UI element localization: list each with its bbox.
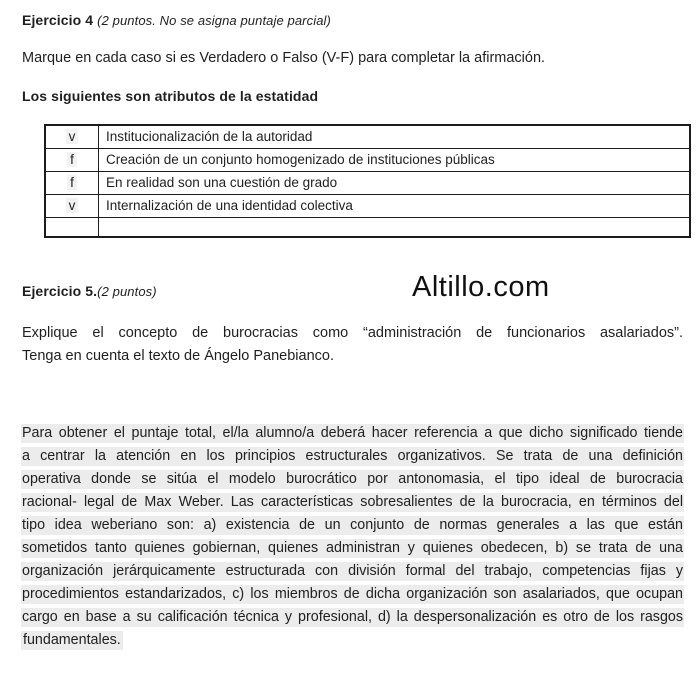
answer-line: sometidos tanto quienes gobiernan, quienes administran y quienes obedecen, b) se trata de una — [22, 540, 683, 556]
answer-line: Para obtener el puntaje total, el/la alumno/a deberá hacer referencia a que dicho significado tiende — [22, 425, 683, 441]
answer-mark-cell — [45, 194, 99, 217]
answer-line: organización jerárquicamente estructurada con división formal del trabajo, competencias fijas y — [22, 563, 683, 579]
table-row — [45, 125, 690, 148]
statement-cell: Internalización de una identidad colectiva — [99, 194, 691, 217]
true-false-table — [44, 124, 691, 238]
answer-mark-cell — [45, 217, 99, 237]
answer-line-last: fundamentales. — [23, 632, 121, 648]
answer-line: racional- legal de Max Weber. Las características sobresalientes de la burocracia, en términos del — [22, 494, 683, 510]
altillo-watermark: Altillo.com — [412, 271, 550, 303]
answer-line: procedimientos estandarizados, c) los miembros de dicha organización son asalariados, que ocupan — [22, 586, 683, 602]
table-row — [45, 194, 690, 217]
answer-mark-cell — [45, 148, 99, 171]
statement-cell: Creación de un conjunto homogenizado de instituciones públicas — [99, 148, 691, 171]
answer-line: tipo idea weberiano son: a) existencia de un conjunto de normas generales a las que están — [22, 517, 683, 533]
exercise4-title: Ejercicio 4 — [22, 12, 98, 28]
statement-cell — [99, 217, 691, 237]
answer-line: operativa donde se sitúa el modelo burocrático por antonomasia, el tipo ideal de burocracia — [22, 471, 683, 487]
answer-mark: v — [66, 198, 79, 213]
exercise4-note: (2 puntos. No se asigna puntaje parcial) — [97, 13, 331, 28]
answer-mark: f — [67, 175, 77, 190]
statement-cell: Institucionalización de la autoridad — [99, 125, 691, 148]
table-row-empty — [45, 217, 690, 237]
answer-mark: f — [67, 152, 77, 167]
exercise4-instruction: Marque en cada caso si es Verdadero o Falso (V-F) para completar la afirmación. — [22, 50, 546, 66]
answer-line: a centrar la atención en los principios estructurales organizativos. Se trata de una definición — [22, 448, 683, 464]
exercise5-heading — [22, 283, 157, 299]
exercise5-note: (2 puntos) — [97, 284, 157, 299]
answer-mark-cell — [45, 171, 99, 194]
statement-cell: En realidad son una cuestión de grado — [99, 171, 691, 194]
exercise5-title: Ejercicio 5. — [22, 283, 98, 299]
exercise5-question-line2: Tenga en cuenta el texto de Ángelo Panebianco. — [22, 348, 334, 364]
answer-line: cargo en base a su calificación técnica y profesional, d) la despersonalización es otro de los rasgos — [22, 609, 683, 625]
exercise4-subtitle: Los siguientes son atributos de la estatidad — [22, 88, 319, 104]
exercise5-question-line1: Explique el concepto de burocracias como “administración de funcionarios asalariados”. — [22, 325, 683, 341]
table-row — [45, 171, 690, 194]
exercise4-heading — [22, 12, 331, 28]
table-row — [45, 148, 690, 171]
answer-mark-cell — [45, 125, 99, 148]
answer-mark: v — [66, 129, 79, 144]
model-answer-block — [21, 424, 684, 650]
